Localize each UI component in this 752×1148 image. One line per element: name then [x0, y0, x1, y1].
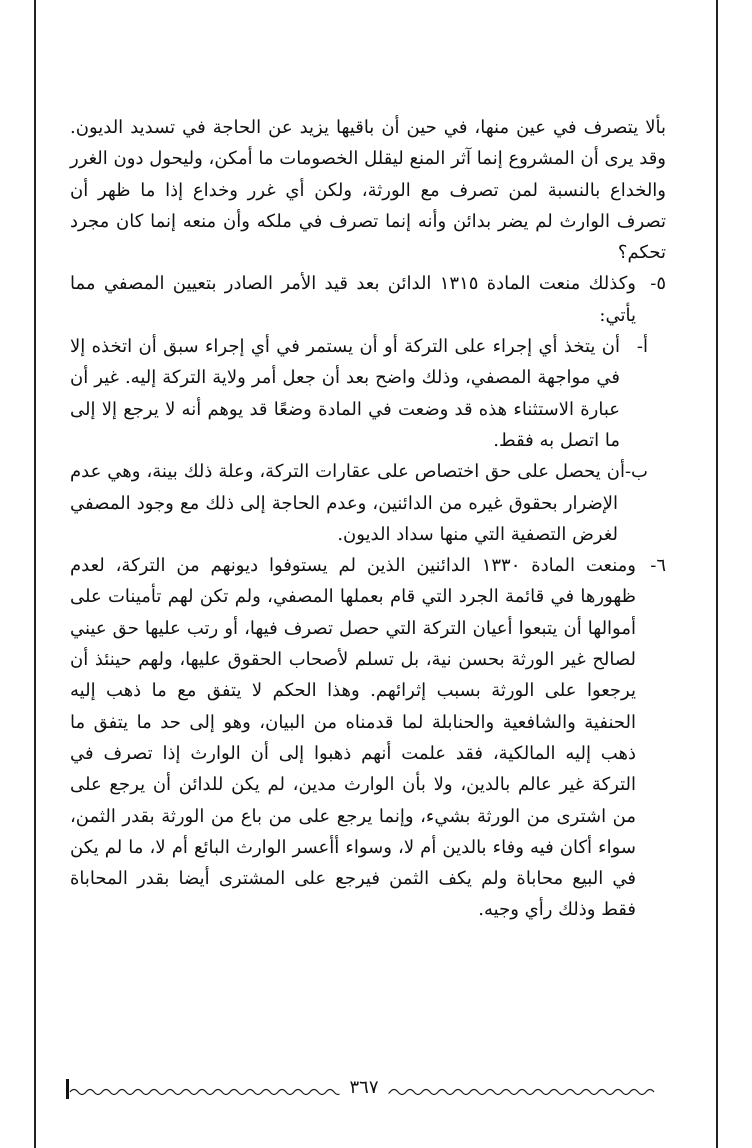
sub-item-a	[70, 331, 666, 456]
paragraph-intro: بألا يتصرف في عين منها، في حين أن باقيها يزيد عن الحاجة في تسديد الديون. وقد يرى أن المشروع إنما آثر المنع ليقلل الخصومات ما أمكن، وليحول دون الغرر والخداع بالنسبة لمن تصرف مع الورثة، ولكن أي غرر وخداع إذا ما ظهر أن تصرف الوارث لم يضر بدائن وأنه إنما تصرف في ملكه وأن منعه إنما كان مجرد تحكم؟	[70, 117, 666, 264]
page-number: ٣٦٧	[339, 1076, 388, 1100]
list-item-5	[70, 268, 666, 331]
item-text-5: وكذلك منعت المادة ١٣١٥ الدائن بعد قيد الأمر الصادر بتعيين المصفي مما يأتي:	[70, 273, 636, 326]
footer-end-bar	[66, 1079, 69, 1099]
sub-item-text-a: أن يتخذ أي إجراء على التركة أو أن يستمر في أي إجراء سبق أن اتخذه إلا في مواجهة المصفي، وذلك واضح بعد أن جعل أمر ولاية التركة إليه. غير أن عبارة الاستثناء هذه قد وضعت في المادة وضعًا قد يوهم أنه لا يرجع إلا إلى ما اتصل به فقط.	[70, 336, 620, 451]
item-text-6: ومنعت المادة ١٣٣٠ الدائنين الذين لم يستوفوا ديونهم من التركة، لعدم ظهورها في قائمة الجرد التي قام بعملها المصفي، ولم تكن لهم تأمينات على أموالها أن يتبعوا أعيان التركة التي حصل تصرف فيها، أو رتب عليها حق عيني لصالح غير الورثة بحسن نية، بل تسلم لأصحاب الحقوق عليها، ولهم حينئذ أن يرجعوا على الورثة بسبب إثرائهم. وهذا الحكم لا يتفق مع ما ذهب إليه الحنفية والشافعية والحنابلة لما قدمناه من البيان، وهو إلى حد ما يتفق ما ذهب إليه المالكية، فقد علمت أنهم ذهبوا إلى أن الوارث إذا تصرف في التركة غير عالم بالدين، ولا بأن الوارث مدين، لم يكن للدائن أن يرجع على من اشترى من الورثة بشيء، وإنما يرجع على من باع من الورثة بقدر الثمن، سواء أكان فيه وفاء بالدين أم لا، وسواء أأعسر الوارث البائع أم لا، ما لم يكن في البيع محاباة ولم يكف الثمن فيرجع على المشترى أيضا بقدر المحاباة فقط وذلك رأي وجيه.	[70, 555, 636, 921]
list-item-6	[70, 550, 666, 926]
item-number-6: ٦-	[650, 555, 666, 577]
page-footer	[66, 1076, 662, 1106]
sub-item-label-a: أ-	[636, 336, 648, 358]
page-border-left	[34, 0, 36, 1148]
item-number-5: ٥-	[650, 273, 666, 295]
page-border-right	[716, 0, 718, 1148]
page-body	[70, 112, 666, 926]
sub-item-b: ب-أن يحصل على حق اختصاص على عقارات التركة، وعلة ذلك بينة، وهي عدم الإضرار بحقوق غيره من الدائنين، وعدم الحاجة إلى ذلك مع وجود المصفي لغرض التصفية التي منها سداد الديون.	[70, 461, 648, 545]
